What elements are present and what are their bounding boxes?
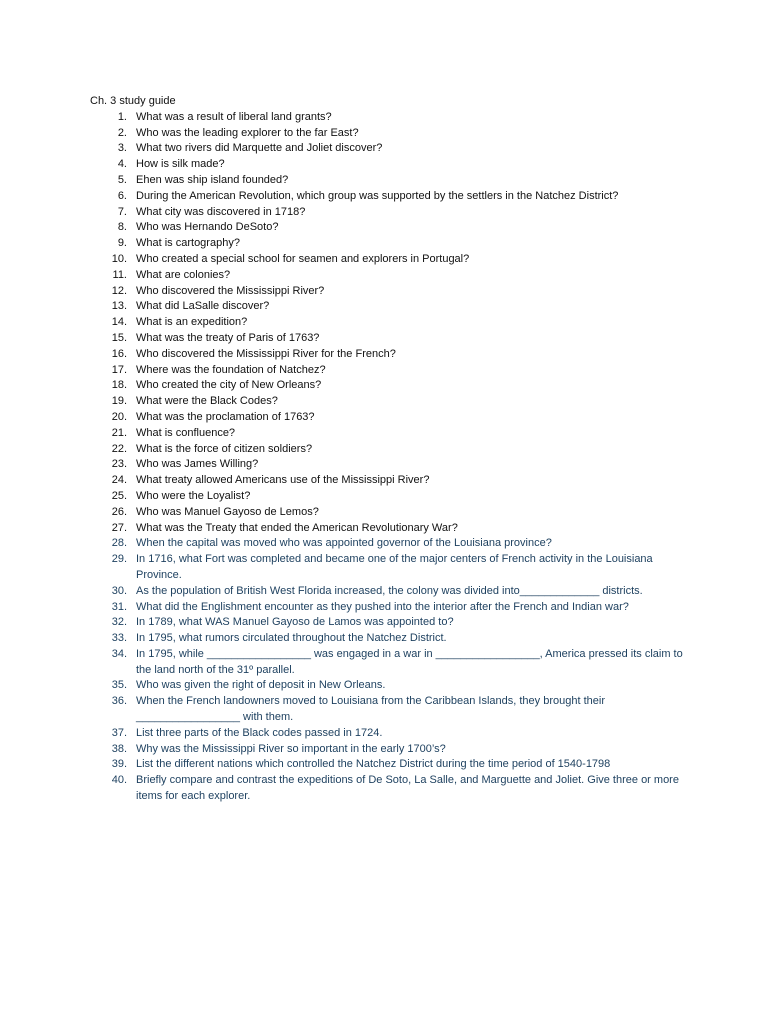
question-number: 14. [111,316,127,329]
question-number: 16. [111,347,127,360]
question-number: 24. [111,474,127,487]
question-text: When the French landowners moved to Louisiana from the Caribbean Islands, they brought their _________________ with them. [136,695,605,724]
question-number: 13. [111,300,127,313]
question-item [90,773,690,805]
question-text: Who was given the right of deposit in New Orleans. [136,679,386,692]
question-text: In 1795, what rumors circulated throughout the Natchez District. [136,632,447,645]
question-number: 8. [117,221,127,234]
question-item [90,363,690,379]
question-item [90,552,690,584]
question-item [90,252,690,268]
question-number: 17. [111,363,127,376]
question-number: 10. [111,252,127,265]
question-number: 27. [111,521,127,534]
question-text: What did LaSalle discover? [136,300,270,313]
question-item [90,631,690,647]
page-title: Ch. 3 study guide [90,95,176,107]
question-item [90,647,690,679]
question-number: 4. [117,158,127,171]
question-text: In 1795, while _________________ was engaged in a war in _________________, America pressed its claim to the land north of the 31º parallel. [136,647,683,676]
question-text: When the capital was moved who was appointed governor of the Louisiana province? [136,537,552,550]
question-item [90,331,690,347]
question-item [90,615,690,631]
question-number: 38. [111,742,127,755]
question-number: 37. [111,726,127,739]
question-number: 23. [111,458,127,471]
question-item [90,268,690,284]
question-item [90,220,690,236]
question-item [90,410,690,426]
question-text: What is the force of citizen soldiers? [136,442,313,455]
question-number: 33. [111,632,127,645]
question-text: What were the Black Codes? [136,395,278,408]
question-number: 21. [111,426,127,439]
question-item [90,757,690,773]
question-text: How is silk made? [136,158,225,171]
question-item [90,457,690,473]
question-text: What treaty allowed Americans use of the Mississippi River? [136,474,430,487]
question-item [90,284,690,300]
question-item [90,141,690,157]
question-text: During the American Revolution, which group was supported by the settlers in the Natchez District? [136,189,619,202]
question-number: 3. [117,142,127,155]
question-text: Why was the Mississippi River so important in the early 1700’s? [136,742,446,755]
question-text: List the different nations which controlled the Natchez District during the time period of 1540-1798 [136,758,611,771]
question-number: 18. [111,379,127,392]
question-item [90,505,690,521]
question-item [90,299,690,315]
question-text: What city was discovered in 1718? [136,205,306,218]
question-item [90,489,690,505]
question-item [90,157,690,173]
question-text: Who discovered the Mississippi River for the French? [136,347,396,360]
question-text: What is cartography? [136,237,240,250]
question-text: Who created the city of New Orleans? [136,379,322,392]
question-text: Who was James Willing? [136,458,259,471]
question-number: 26. [111,505,127,518]
question-item [90,173,690,189]
question-item [90,378,690,394]
question-number: 31. [111,600,127,613]
question-item [90,205,690,221]
question-item [90,473,690,489]
question-item [90,126,690,142]
question-number: 19. [111,395,127,408]
question-item [90,678,690,694]
question-number: 5. [117,173,127,186]
question-number: 34. [111,647,127,660]
question-number: 40. [111,774,127,787]
question-number: 35. [111,679,127,692]
question-item [90,442,690,458]
question-number: 11. [112,268,127,281]
question-number: 39. [111,758,127,771]
question-item [90,189,690,205]
question-text: Where was the foundation of Natchez? [136,363,326,376]
question-number: 22. [111,442,127,455]
question-number: 36. [111,695,127,708]
question-item [90,742,690,758]
question-item [90,584,690,600]
question-item [90,394,690,410]
question-text: What did the Englishment encounter as they pushed into the interior after the French and Indian war? [136,600,629,613]
question-number: 28. [111,537,127,550]
question-text: As the population of British West Florida increased, the colony was divided into_____________ districts. [136,584,643,597]
question-number: 1. [117,110,127,123]
question-item [90,694,690,726]
question-number: 2. [117,126,127,139]
question-text: Who was Manuel Gayoso de Lemos? [136,505,319,518]
question-number: 30. [111,584,127,597]
question-number: 20. [111,410,127,423]
question-text: In 1716, what Fort was completed and became one of the major centers of French activity in the Louisiana Province. [136,553,653,581]
question-text: What are colonies? [136,268,231,281]
question-text: Who was Hernando DeSoto? [136,221,279,234]
question-text: Who discovered the Mississippi River? [136,284,325,297]
question-text: List three parts of the Black codes passed in 1724. [136,726,383,739]
question-item [90,315,690,331]
question-text: What was the Treaty that ended the American Revolutionary War? [136,521,458,534]
question-text: What is an expedition? [136,316,248,329]
question-number: 15. [111,331,127,344]
question-text: Ehen was ship island founded? [136,173,289,186]
question-text: Briefly compare and contrast the expeditions of De Soto, La Salle, and Marguette and Joliet. Give three or more items for each explorer. [136,774,679,803]
question-text: What was the treaty of Paris of 1763? [136,331,320,344]
question-item [90,600,690,616]
question-text: What was the proclamation of 1763? [136,410,315,423]
question-text: Who created a special school for seamen and explorers in Portugal? [136,252,470,265]
question-item [90,347,690,363]
question-item [90,426,690,442]
question-text: What is confluence? [136,426,236,439]
question-list [90,110,690,805]
question-item [90,110,690,126]
question-number: 6. [117,189,127,202]
question-item [90,236,690,252]
question-text: What was a result of liberal land grants? [136,110,332,123]
question-text: In 1789, what WAS Manuel Gayoso de Lamos was appointed to? [136,616,454,629]
question-text: Who were the Loyalist? [136,489,251,502]
question-number: 29. [111,553,127,566]
question-item [90,521,690,537]
question-number: 25. [111,489,127,502]
question-number: 7. [117,205,127,218]
question-text: What two rivers did Marquette and Joliet discover? [136,142,383,155]
question-text: Who was the leading explorer to the far East? [136,126,359,139]
question-item [90,536,690,552]
question-number: 32. [111,616,127,629]
study-guide [90,94,690,805]
question-number: 12. [111,284,127,297]
question-item [90,726,690,742]
question-number: 9. [117,237,127,250]
